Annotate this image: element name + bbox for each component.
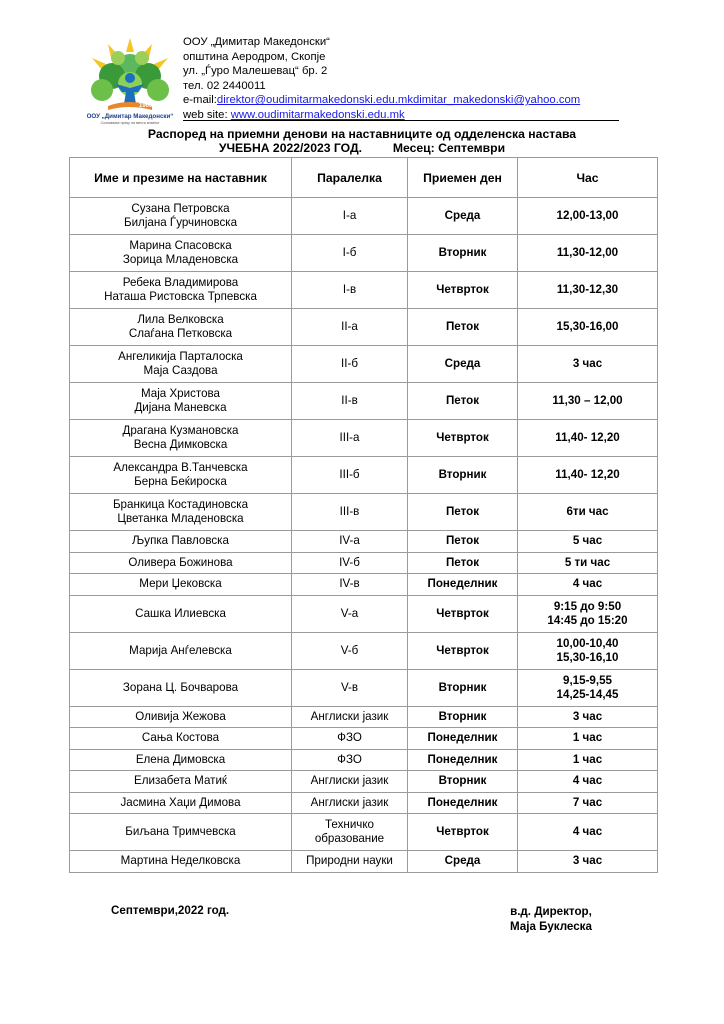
teacher-name: Елизабета Матиќ bbox=[134, 774, 227, 788]
class-cell: IV-в bbox=[292, 574, 408, 596]
day-cell: Вторник bbox=[408, 706, 518, 728]
time-cell bbox=[518, 749, 658, 771]
teacher-cell bbox=[70, 669, 292, 706]
time-slot: 9,15-9,55 bbox=[563, 673, 612, 687]
table-row bbox=[70, 595, 658, 632]
teacher-cell bbox=[70, 814, 292, 851]
teacher-name: Оливија Жежова bbox=[135, 709, 226, 723]
teacher-cell bbox=[70, 632, 292, 669]
class-cell: I-б bbox=[292, 235, 408, 272]
logo-caption: ООУ „Димитар Македонски“ bbox=[86, 113, 174, 120]
time-cell bbox=[518, 792, 658, 814]
teacher-cell bbox=[70, 851, 292, 873]
school-year: УЧЕБНА 2022/2023 ГОД. bbox=[218, 141, 363, 155]
teacher-cell bbox=[70, 771, 292, 793]
time-slot: 11,30-12,00 bbox=[556, 246, 619, 259]
web-prefix: web site: bbox=[183, 108, 231, 121]
day-cell: Понеделник bbox=[408, 792, 518, 814]
school-address: ул. „Ѓуро Малешевац“ бр. 2 bbox=[183, 65, 328, 78]
table-row bbox=[70, 494, 658, 531]
table-row bbox=[70, 383, 658, 420]
table-row bbox=[70, 728, 658, 750]
teacher-name: Јасмина Хаџи Димова bbox=[120, 795, 241, 809]
teacher-name: Билјана Ѓурчиновска bbox=[123, 216, 238, 229]
table-header-row bbox=[70, 158, 658, 198]
class-cell: ФЗО bbox=[292, 749, 408, 771]
day-cell: Среда bbox=[408, 198, 518, 235]
header-divider bbox=[183, 120, 619, 121]
table-row bbox=[70, 272, 658, 309]
school-phone: тел. 02 2440011 bbox=[183, 79, 266, 92]
time-slot: 3 час bbox=[572, 357, 603, 370]
school-municipality: општина Аеродром, Скопје bbox=[183, 50, 326, 63]
day-cell: Понеделник bbox=[408, 728, 518, 750]
time-slot: 15,30-16,10 bbox=[556, 650, 619, 664]
table-row bbox=[70, 814, 658, 851]
table-row bbox=[70, 632, 658, 669]
time-cell bbox=[518, 706, 658, 728]
table-row bbox=[70, 552, 658, 574]
day-cell: Вторник bbox=[408, 771, 518, 793]
teacher-cell bbox=[70, 198, 292, 235]
time-cell bbox=[518, 235, 658, 272]
teacher-name: Сузана Петровска bbox=[131, 202, 230, 215]
email-link-director[interactable]: direktor@oudimitarmakedonski.edu.mk bbox=[216, 94, 413, 107]
teacher-name: Сашка Илиевска bbox=[135, 606, 226, 620]
teacher-cell bbox=[70, 706, 292, 728]
time-cell bbox=[518, 771, 658, 793]
table-row bbox=[70, 749, 658, 771]
time-slot: 11,30-12,30 bbox=[556, 283, 619, 296]
day-cell: Понеделник bbox=[408, 749, 518, 771]
day-cell: Четврток bbox=[408, 595, 518, 632]
class-cell: V-в bbox=[292, 669, 408, 706]
time-slot: 12,00-13,00 bbox=[556, 209, 619, 222]
time-cell bbox=[518, 383, 658, 420]
table-row bbox=[70, 457, 658, 494]
teacher-name: Лила Велковска bbox=[137, 313, 224, 326]
teacher-name: Слаѓана Петковска bbox=[128, 327, 233, 340]
header-teacher: Име и презиме на наставник bbox=[70, 158, 292, 198]
table-body bbox=[70, 198, 658, 873]
logo-motto: Сознавање преку на мечта знаење bbox=[100, 121, 160, 125]
class-cell: Англиски јазик bbox=[292, 706, 408, 728]
time-cell bbox=[518, 851, 658, 873]
teacher-name: Сања Костова bbox=[141, 731, 220, 745]
teacher-name: Маја Христова bbox=[140, 387, 221, 400]
teacher-cell bbox=[70, 749, 292, 771]
school-name: ООУ „Димитар Македонски“ bbox=[183, 36, 330, 48]
teacher-cell bbox=[70, 595, 292, 632]
teacher-name: Марина Спасовска bbox=[129, 239, 232, 252]
school-email-line bbox=[183, 93, 580, 108]
teacher-cell bbox=[70, 309, 292, 346]
time-cell bbox=[518, 531, 658, 553]
class-cell: Англиски јазик bbox=[292, 771, 408, 793]
teacher-name: Оливера Божинова bbox=[128, 555, 233, 569]
time-cell bbox=[518, 420, 658, 457]
time-slot: 14,25-14,45 bbox=[556, 687, 619, 701]
teacher-name: Маја Саздова bbox=[143, 364, 218, 377]
class-cell: IV-а bbox=[292, 531, 408, 553]
table-row bbox=[70, 309, 658, 346]
schedule-table bbox=[69, 157, 658, 873]
email-prefix: e-mail: bbox=[183, 94, 217, 107]
signature-block bbox=[510, 904, 592, 934]
day-cell: Вторник bbox=[408, 235, 518, 272]
day-cell: Вторник bbox=[408, 457, 518, 494]
time-slot: 11,40- 12,20 bbox=[555, 468, 620, 481]
email-link-yahoo[interactable]: dimitar_makedonski@yahoo.com bbox=[412, 94, 581, 107]
document-subtitle bbox=[0, 141, 724, 155]
time-cell bbox=[518, 632, 658, 669]
teacher-name: Дијана Маневска bbox=[134, 401, 227, 414]
teacher-name: Ангеликија Парталоска bbox=[118, 350, 243, 363]
class-cell: III-а bbox=[292, 420, 408, 457]
class-cell: I-в bbox=[292, 272, 408, 309]
day-cell: Среда bbox=[408, 346, 518, 383]
class-cell: Природни науки bbox=[292, 851, 408, 873]
time-slot: 1 час bbox=[572, 731, 603, 745]
table-row bbox=[70, 669, 658, 706]
day-cell: Петок bbox=[408, 383, 518, 420]
time-slot: 4 час bbox=[572, 774, 603, 788]
table-row bbox=[70, 706, 658, 728]
day-cell: Четврток bbox=[408, 632, 518, 669]
class-cell: II-а bbox=[292, 309, 408, 346]
class-cell: II-б bbox=[292, 346, 408, 383]
teacher-name: Мартина Неделковска bbox=[120, 854, 241, 868]
director-role: в.д. Директор, bbox=[510, 905, 592, 918]
time-cell bbox=[518, 669, 658, 706]
class-cell: III-в bbox=[292, 494, 408, 531]
teacher-name: Бранкица Костадиновска bbox=[112, 498, 249, 511]
day-cell: Понеделник bbox=[408, 574, 518, 596]
class-cell: V-а bbox=[292, 595, 408, 632]
time-cell bbox=[518, 814, 658, 851]
teacher-cell bbox=[70, 383, 292, 420]
teacher-cell bbox=[70, 531, 292, 553]
class-cell: Техничко образование bbox=[292, 814, 408, 851]
teacher-name: Ребека Владимирова bbox=[122, 276, 239, 289]
time-slot: 1 час bbox=[572, 752, 603, 766]
table-row bbox=[70, 198, 658, 235]
teacher-cell bbox=[70, 728, 292, 750]
class-cell: II-в bbox=[292, 383, 408, 420]
logo-year: 1960 bbox=[139, 103, 153, 109]
table-row bbox=[70, 771, 658, 793]
teacher-cell bbox=[70, 574, 292, 596]
table-row bbox=[70, 792, 658, 814]
time-cell bbox=[518, 494, 658, 531]
teacher-cell bbox=[70, 235, 292, 272]
day-cell: Четврток bbox=[408, 272, 518, 309]
teacher-name: Зорана Ц. Бочварова bbox=[122, 680, 239, 694]
time-cell bbox=[518, 552, 658, 574]
director-name: Маја Буклеска bbox=[510, 920, 592, 933]
time-cell bbox=[518, 574, 658, 596]
teacher-name: Мери Џековска bbox=[139, 577, 222, 591]
teacher-name: Весна Димковска bbox=[133, 438, 228, 451]
teacher-name: Драгана Кузмановска bbox=[122, 424, 239, 437]
time-slot: 3 час bbox=[572, 709, 603, 723]
month-label: Месец: Септември bbox=[392, 141, 506, 155]
time-cell bbox=[518, 346, 658, 383]
table-row bbox=[70, 531, 658, 553]
header-day: Приемен ден bbox=[408, 158, 518, 198]
table-row bbox=[70, 420, 658, 457]
teacher-cell bbox=[70, 494, 292, 531]
teacher-name: Елена Димовска bbox=[135, 752, 226, 766]
teacher-cell bbox=[70, 346, 292, 383]
time-slot: 11,30 – 12,00 bbox=[552, 394, 623, 407]
teacher-name: Цветанка Младеновска bbox=[117, 512, 244, 525]
time-slot: 10,00-10,40 bbox=[556, 636, 619, 650]
time-cell bbox=[518, 457, 658, 494]
teacher-cell bbox=[70, 457, 292, 494]
header-time: Час bbox=[518, 158, 658, 198]
time-slot: 11,40- 12,20 bbox=[555, 431, 620, 444]
day-cell: Петок bbox=[408, 494, 518, 531]
time-slot: 14:45 до 15:20 bbox=[547, 613, 628, 627]
table-row bbox=[70, 851, 658, 873]
footer-date: Септември,2022 год. bbox=[111, 904, 230, 917]
time-cell bbox=[518, 198, 658, 235]
time-slot: 9:15 до 9:50 bbox=[553, 599, 622, 613]
day-cell: Четврток bbox=[408, 814, 518, 851]
teacher-name: Александра В.Танчевска bbox=[113, 461, 248, 474]
day-cell: Петок bbox=[408, 531, 518, 553]
time-slot: 6ти час bbox=[566, 505, 609, 518]
table-row bbox=[70, 346, 658, 383]
day-cell: Петок bbox=[408, 552, 518, 574]
time-slot: 5 час bbox=[572, 534, 603, 548]
document-title: Распоред на приемни денови на наставниците од одделенска настава bbox=[147, 127, 577, 141]
time-slot: 4 час bbox=[572, 577, 603, 591]
class-cell: Англиски јазик bbox=[292, 792, 408, 814]
teacher-name: Марија Анѓелевска bbox=[129, 643, 232, 657]
time-cell bbox=[518, 309, 658, 346]
teacher-name: Биљана Тримчевска bbox=[125, 825, 236, 838]
time-cell bbox=[518, 595, 658, 632]
day-cell: Среда bbox=[408, 851, 518, 873]
class-cell: IV-б bbox=[292, 552, 408, 574]
school-logo bbox=[78, 36, 182, 126]
table-row bbox=[70, 235, 658, 272]
teacher-cell bbox=[70, 552, 292, 574]
time-slot: 3 час bbox=[572, 854, 603, 868]
teacher-name: Берна Беќироска bbox=[134, 475, 227, 488]
school-contact-block bbox=[183, 35, 580, 123]
teacher-cell bbox=[70, 272, 292, 309]
teacher-cell bbox=[70, 792, 292, 814]
time-slot: 5 ти час bbox=[564, 555, 611, 569]
time-cell bbox=[518, 272, 658, 309]
teacher-name: Љупка Павловска bbox=[132, 534, 229, 548]
table-row bbox=[70, 574, 658, 596]
class-cell: V-б bbox=[292, 632, 408, 669]
day-cell: Четврток bbox=[408, 420, 518, 457]
class-cell: ФЗО bbox=[292, 728, 408, 750]
day-cell: Вторник bbox=[408, 669, 518, 706]
time-cell bbox=[518, 728, 658, 750]
time-slot: 7 час bbox=[572, 795, 603, 809]
website-link[interactable]: www.oudimitarmakedonski.edu.mk bbox=[230, 108, 405, 121]
time-slot: 15,30-16,00 bbox=[556, 320, 619, 333]
header-class: Паралелка bbox=[292, 158, 408, 198]
teacher-cell bbox=[70, 420, 292, 457]
time-slot: 4 час bbox=[572, 825, 603, 838]
teacher-name: Наташа Ристовска Трпевска bbox=[104, 290, 257, 303]
class-cell: I-а bbox=[292, 198, 408, 235]
teacher-name: Зорица Младеновска bbox=[122, 253, 239, 266]
class-cell: III-б bbox=[292, 457, 408, 494]
day-cell: Петок bbox=[408, 309, 518, 346]
